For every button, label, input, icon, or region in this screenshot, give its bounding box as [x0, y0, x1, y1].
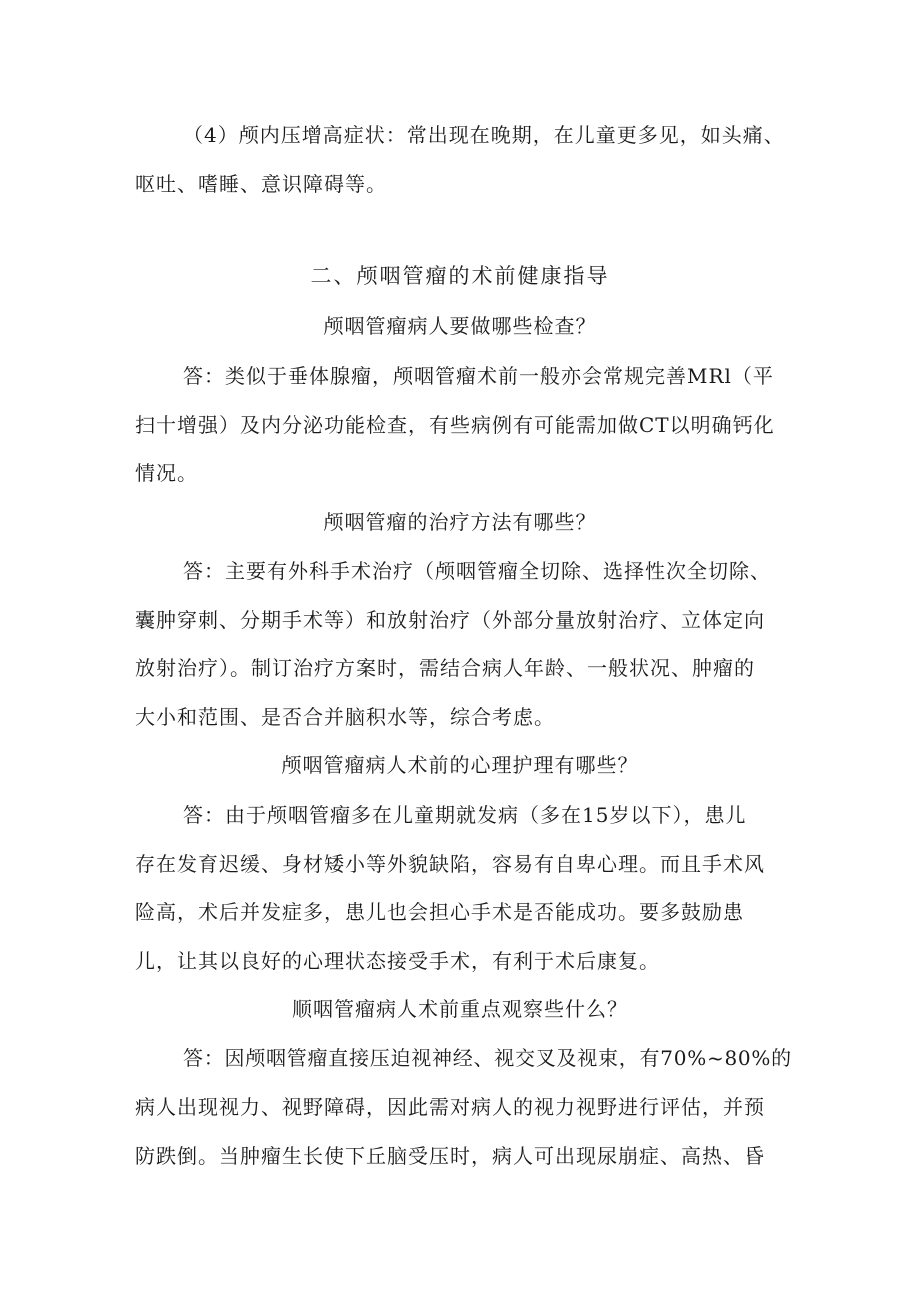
paragraph-intracranial-pressure-line-2: 呕吐、嗜睡、意识障碍等。 — [135, 172, 387, 196]
answer-treatment-line-1: 答：主要有外科手术治疗（颅咽管瘤全切除、选择性次全切除、 — [183, 559, 771, 583]
answer-examinations-line-1: 答：类似于垂体腺瘤，颅咽管瘤术前一般亦会常规完善MRl（平 — [183, 364, 774, 388]
answer-treatment-line-4: 大小和范围、是否合并脑积水等，综合考虑。 — [135, 705, 555, 729]
paragraph-intracranial-pressure-line-1: （4）颅内压增高症状：常出现在晚期，在儿童更多见，如头痛、 — [183, 123, 785, 147]
answer-treatment-line-3: 放射治疗）。制订治疗方案时，需结合病人年龄、一般状况、肿瘤的 — [135, 656, 755, 680]
answer-observations-line-1: 答：因颅咽管瘤直接压迫视神经、视交叉及视束，有70%~80%的 — [183, 1046, 792, 1070]
answer-psychological-line-4: 儿，让其以良好的心理状态接受手术，有利于术后康复。 — [135, 949, 660, 973]
answer-observations-line-3: 防跌倒。当肿瘤生长使下丘脑受压时，病人可出现尿崩症、高热、昏 — [135, 1144, 765, 1168]
question-psychological-care: 颅咽管瘤病人术前的心理护理有哪些？ — [281, 753, 639, 777]
section-title: 二、颅咽管瘤的术前健康指导 — [310, 264, 610, 288]
question-examinations: 颅咽管瘤病人要做哪些检查？ — [323, 314, 597, 338]
answer-treatment-line-2: 囊肿穿刺、分期手术等）和放射治疗（外部分量放射治疗、立体定向 — [135, 608, 765, 632]
answer-psychological-line-2: 存在发育迟缓、身材矮小等外貌缺陷，容易有自卑心理。而且手术风 — [135, 852, 765, 876]
answer-psychological-line-1: 答：由于颅咽管瘤多在儿童期就发病（多在15岁以下），患儿 — [183, 803, 747, 827]
answer-psychological-line-3: 险高，术后并发症多，患儿也会担心手术是否能成功。要多鼓励患 — [135, 900, 744, 924]
question-treatment-methods: 颅咽管瘤的治疗方法有哪些？ — [323, 510, 597, 534]
answer-examinations-line-3: 情况。 — [135, 461, 198, 485]
question-key-observations: 顺咽管瘤病人术前重点观察些什么？ — [292, 997, 628, 1021]
answer-observations-line-2: 病人出现视力、视野障碍，因此需对病人的视力视野进行评估，并预 — [135, 1095, 765, 1119]
answer-examinations-line-2: 扫十增强）及内分泌功能检查，有些病例有可能需加做CT以明确钙化 — [135, 413, 775, 437]
